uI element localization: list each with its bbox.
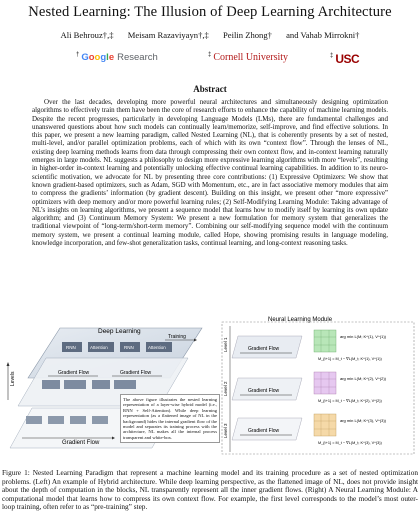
cornell-logo: Cornell University [213, 52, 289, 63]
attention-block-1 [88, 342, 114, 352]
level-3-stack [232, 414, 387, 445]
svg-text:RNN: RNN [66, 345, 76, 350]
svg-text:Gradient Flow: Gradient Flow [120, 370, 152, 376]
affiliations [0, 48, 420, 70]
module-title: Neural Learning Module [268, 317, 333, 323]
affiliation-google: † Google Research [76, 51, 158, 63]
inner-figure-caption: The above figure illustrates the nested learning representation of a layer-wise hybrid model (i.e., RNN + Self-Attention). While deep learning representation (as a flattened image of NL in the background) hides the internal gradient flow of the model and separates its training process with the architecture, NL makes all the internal process transparent and white-box. [120, 394, 220, 443]
author: Ali Behrouz†,‡ [60, 30, 114, 40]
svg-text:Gradient Flow: Gradient Flow [248, 428, 280, 434]
svg-text:Attention: Attention [148, 345, 166, 350]
hybrid-architecture-panel [2, 316, 217, 466]
training-label: Training [168, 334, 186, 340]
figure-caption: Figure 1: Nested Learning Paradigm that represent a machine learning model and its training procedure as a set of nested optimization problems. (Left) An example of Hybrid architecture. While deep learning perspective, as the flattened image of NL, does not provide insight about the depth of computation in the blocks, NL transparently represent all the inner gradient flows. (Right) A Neural Learning Module: A computational model that learns how to compress its own context flow. For example, the first level corresponds to the model’s most outer-loop training, often refer to as “pre-training” step. [2, 468, 418, 512]
gradient-flow-label: Gradient Flow [58, 370, 90, 376]
levels-label: Levels [10, 371, 16, 386]
svg-text:Gradient Flow: Gradient Flow [248, 346, 280, 352]
level-2-label: Level 2 [223, 381, 228, 396]
level-3-update: M_{t+1} = M_t − ∇L(M_t; K^(3), V^(3)) [318, 441, 382, 445]
usc-logo: USC [335, 52, 360, 66]
level-1-objective: arg min L(M; K^(1), V^(1)) [340, 334, 386, 339]
level-1-update: M_{t+1} = M_t − ∇L(M_t; K^(1), V^(1)) [318, 357, 382, 361]
abstract-heading: Abstract [193, 84, 227, 94]
svg-text:Attention: Attention [90, 345, 108, 350]
attention-block-2 [146, 342, 172, 352]
author: Peilin Zhong† [223, 30, 272, 40]
affiliation-cornell: ‡ Cornell University [208, 51, 289, 63]
level-3-label: Level 3 [223, 423, 228, 438]
level-1-stack [232, 330, 387, 361]
author-list [0, 30, 420, 40]
rnn-block-2 [120, 342, 140, 352]
author: Meisam Razaviyayn†,‡ [127, 30, 209, 40]
paper-title: Nested Learning: The Illusion of Deep Learning Architecture [28, 4, 392, 20]
svg-text:RNN: RNN [124, 345, 134, 350]
affiliation-usc: ‡ USC [330, 52, 360, 66]
deep-learning-label: Deep Learning [98, 328, 141, 335]
svg-text:Gradient Flow: Gradient Flow [62, 440, 100, 446]
abstract-text: Over the last decades, developing more powerful neural architectures and simultaneously designing optimization algorithms to effectively train them have been the core of research efforts to enhance the capability of machine learning models. Despite the recent progresses, particularly in developing Language Models (LMs), there are fundamental challenges and unanswered questions about how such models can continually learn/memorize, self-improve, and find effective solutions. In this paper, we present a new learning paradigm, called Nested Learning (NL), that is coherently presents by a set of nested, multi-level, and/or parallel optimization problems, each of which with its own “context flow”. Through the lenses of NL, existing deep learning methods learns from data through compressing their own context flow, and in-context learning naturally emerges in large models. NL suggests a philosophy to design more expressive learning algorithms with more “levels”, resulting in higher-order in-context learning and potentially unlocking effective continual learning capabilities. In addition to its neuro-scientific motivation, we advocate for NL by presenting three core contributions: (1) Expressive Optimizers: We show that known gradient-based optimizers, such as Adam, SGD with Momentum, etc., are in fact associative memory modules that aim to compress the gradients’ information (by gradient descent). Building on this insight, we present other “more expressive” optimizers with deep memory and/or more powerful learning rules; (2) Self-Modifying Learning Module: Taking advantage of NL’s insights on learning algorithms, we present a sequence model that learns how to modify itself by learning its own update algorithm; and (3) Continuum Memory System: We present a new formulation for memory system that generalizes the traditional viewpoint of “long-term/short-term memory”. Combining our self-modifying sequence model with the continuum memory system, we present a continual learning module, called Hope, showing promising results in language modeling, knowledge incorporation, and few-shot generalization tasks, continual learning, and long-context reasoning tasks. [32, 98, 388, 248]
author: and Vahab Mirrokni† [286, 30, 360, 40]
google-research-logo: Google [81, 52, 115, 63]
level-3-objective: arg min L(M; K^(3), V^(3)) [340, 418, 386, 423]
level-2-objective: arg min L(M; K^(2), V^(2)) [340, 376, 386, 381]
rnn-block-1 [62, 342, 82, 352]
level-2-stack [232, 372, 387, 403]
figure-1 [2, 316, 418, 466]
level-2-update: M_{t+1} = M_t − ∇L(M_t; K^(2), V^(2)) [318, 399, 382, 403]
neural-learning-module-panel [218, 316, 418, 456]
svg-text:Gradient Flow: Gradient Flow [248, 388, 280, 394]
level-1-label: Level 1 [223, 337, 228, 352]
